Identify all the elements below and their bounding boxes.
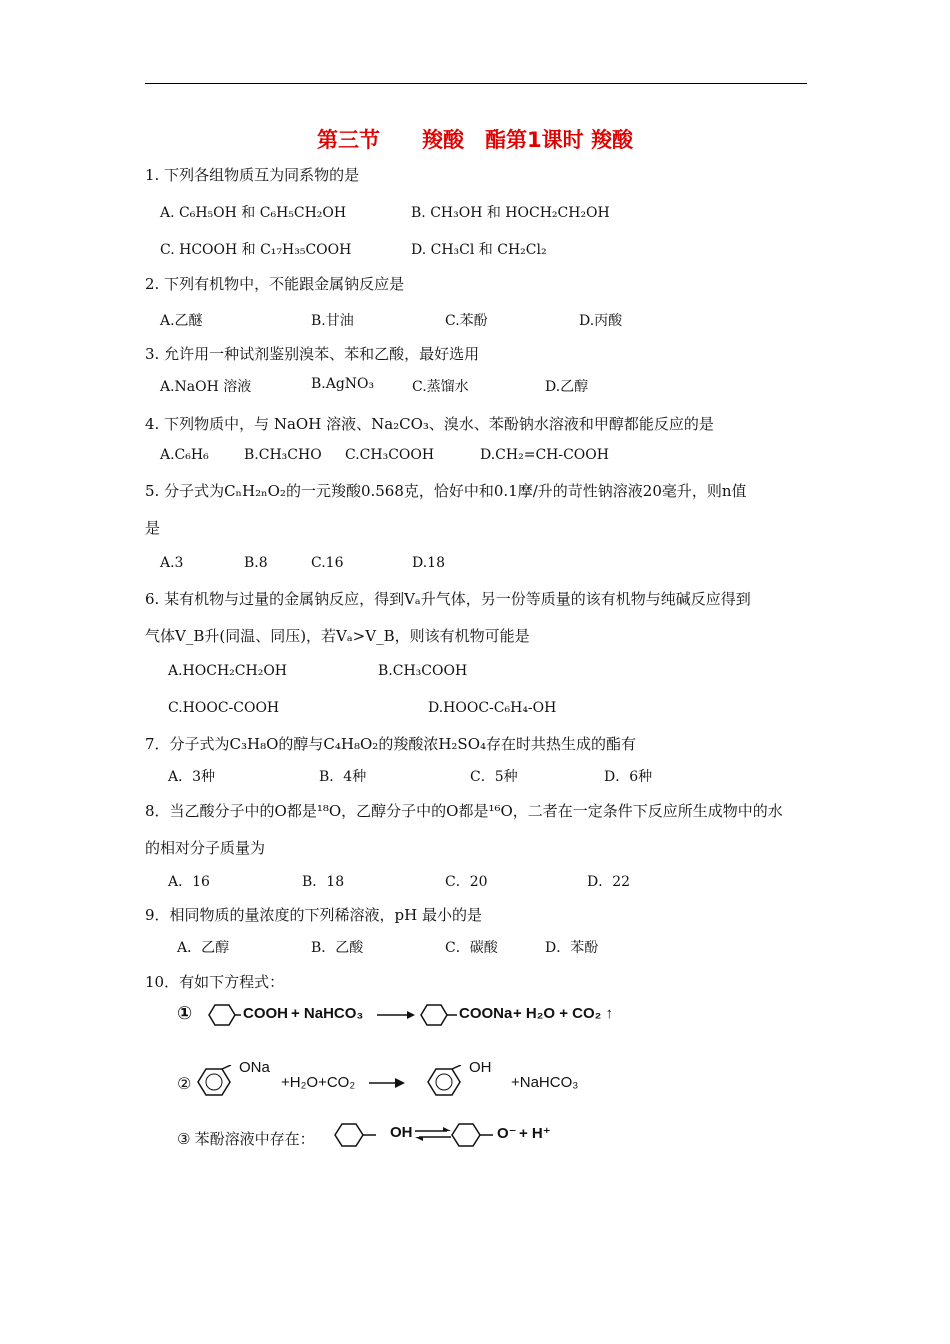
benzene-ring-icon [201, 1002, 241, 1028]
question-10: 10．有如下方程式： [145, 973, 285, 991]
benzene-ring-icon [449, 1120, 495, 1150]
eq3-group-1: OH [390, 1124, 413, 1141]
question-5-cont: 是 [145, 519, 161, 537]
q5-option-c: C.16 [311, 555, 344, 571]
arrow-icon [377, 1009, 415, 1021]
question-3: 3. 允许用一种试剂鉴别溴苯、苯和乙酸，最好选用 [145, 345, 480, 363]
question-7: 7．分子式为C₃H₈O的醇与C₄H₈O₂的羧酸浓H₂SO₄存在时共热生成的酯有 [145, 735, 637, 753]
q3-option-a: A.NaOH 溶液 [160, 379, 252, 395]
question-6: 6. 某有机物与过量的金属钠反应，得到Vₐ升气体，另一份等质量的该有机物与纯碱反应得到 [145, 590, 751, 608]
eq1-products: + H₂O + CO₂ ↑ [513, 1005, 614, 1022]
q8-option-b: B．18 [302, 874, 345, 890]
question-8-cont: 的相对分子质量为 [145, 839, 266, 857]
q3-option-b: B.AgNO₃ [311, 376, 375, 392]
q2-option-d: D.丙酸 [579, 313, 623, 329]
eq2-group-2: OH [469, 1059, 492, 1076]
equation-1 [177, 1000, 637, 1030]
q6-option-b: B.CH₃COOH [378, 663, 468, 679]
question-4: 4. 下列物质中，与 NaOH 溶液、Na₂CO₃、溴水、苯酚钠水溶液和甲醇都能反应的是 [145, 415, 714, 433]
eq1-reactant: + NaHCO₃ [291, 1005, 364, 1022]
q1-option-b: B. CH₃OH 和 HOCH₂CH₂OH [411, 205, 610, 221]
q1-option-a: A. C₆H₅OH 和 C₆H₅CH₂OH [160, 205, 347, 221]
q5-option-b: B.8 [244, 555, 268, 571]
benzene-ring-icon [425, 1065, 469, 1099]
q6-option-c: C.HOOC-COOH [168, 700, 280, 716]
header-rule [145, 83, 807, 84]
eq1-number: ① [177, 1003, 193, 1023]
q1-option-d: D. CH₃Cl 和 CH₂Cl₂ [411, 242, 547, 258]
q4-option-b: B.CH₃CHO [244, 447, 322, 463]
q7-option-d: D．6种 [604, 769, 653, 785]
equation-3 [177, 1116, 597, 1152]
q3-option-c: C.蒸馏水 [412, 379, 469, 395]
q6-option-d: D.HOOC-C₆H₄-OH [428, 700, 557, 716]
q5-option-d: D.18 [412, 555, 445, 571]
question-9: 9．相同物质的量浓度的下列稀溶液，pH 最小的是 [145, 906, 482, 924]
q8-option-c: C．20 [445, 874, 488, 890]
q4-option-d: D.CH₂=CH-COOH [480, 447, 609, 463]
eq1-group-1: COOH [243, 1005, 288, 1022]
q7-option-b: B．4种 [319, 769, 367, 785]
question-8: 8．当乙酸分子中的O都是¹⁸O，乙醇分子中的O都是¹⁶O，二者在一定条件下反应所生成物中的水 [145, 802, 783, 820]
eq2-products: +NaHCO₃ [511, 1074, 579, 1091]
q9-option-b: B．乙酸 [311, 940, 364, 956]
question-5: 5. 分子式为CₙH₂ₙO₂的一元羧酸0.568克，恰好中和0.1摩/升的苛性钠溶液20毫升，则n值 [145, 482, 747, 500]
q8-option-a: A．16 [168, 874, 210, 890]
eq3-label: ③ 苯酚溶液中存在： [177, 1131, 315, 1148]
question-6-cont: 气体V_B升(同温、同压)，若Vₐ>V_B，则该有机物可能是 [145, 627, 530, 645]
page-title: 第三节 羧酸 酯第1课时 羧酸 [317, 128, 633, 152]
eq3-group-2: O⁻ [497, 1125, 517, 1142]
q7-option-c: C．5种 [470, 769, 518, 785]
q4-option-c: C.CH₃COOH [345, 447, 435, 463]
q4-option-a: A.C₆H₆ [160, 447, 209, 463]
benzene-ring-icon [195, 1065, 239, 1099]
equilibrium-arrow-icon [415, 1126, 451, 1142]
q2-option-b: B.甘油 [311, 313, 354, 329]
q2-option-c: C.苯酚 [445, 313, 488, 329]
q9-option-c: C．碳酸 [445, 940, 498, 956]
eq2-group-1: ONa [239, 1059, 270, 1076]
eq2-reactant: +H₂O+CO₂ [281, 1074, 356, 1091]
q6-option-a: A.HOCH₂CH₂OH [168, 663, 287, 679]
eq3-products: + H⁺ [519, 1125, 551, 1142]
equation-2 [177, 1057, 597, 1101]
q8-option-d: D．22 [587, 874, 631, 890]
question-1: 1. 下列各组物质互为同系物的是 [145, 166, 360, 184]
q1-option-c: C. HCOOH 和 C₁₇H₃₅COOH [160, 242, 352, 258]
q7-option-a: A．3种 [168, 769, 216, 785]
q9-option-a: A．乙醇 [177, 940, 230, 956]
q3-option-d: D.乙醇 [545, 379, 589, 395]
question-2: 2. 下列有机物中，不能跟金属钠反应是 [145, 275, 405, 293]
q9-option-d: D．苯酚 [545, 940, 599, 956]
eq2-number: ② [177, 1076, 192, 1093]
benzene-ring-icon [332, 1120, 378, 1150]
benzene-ring-icon [417, 1002, 457, 1028]
q2-option-a: A.乙醚 [160, 313, 203, 329]
arrow-icon [369, 1077, 405, 1089]
eq1-group-2: COONa [459, 1005, 513, 1022]
q5-option-a: A.3 [160, 555, 184, 571]
